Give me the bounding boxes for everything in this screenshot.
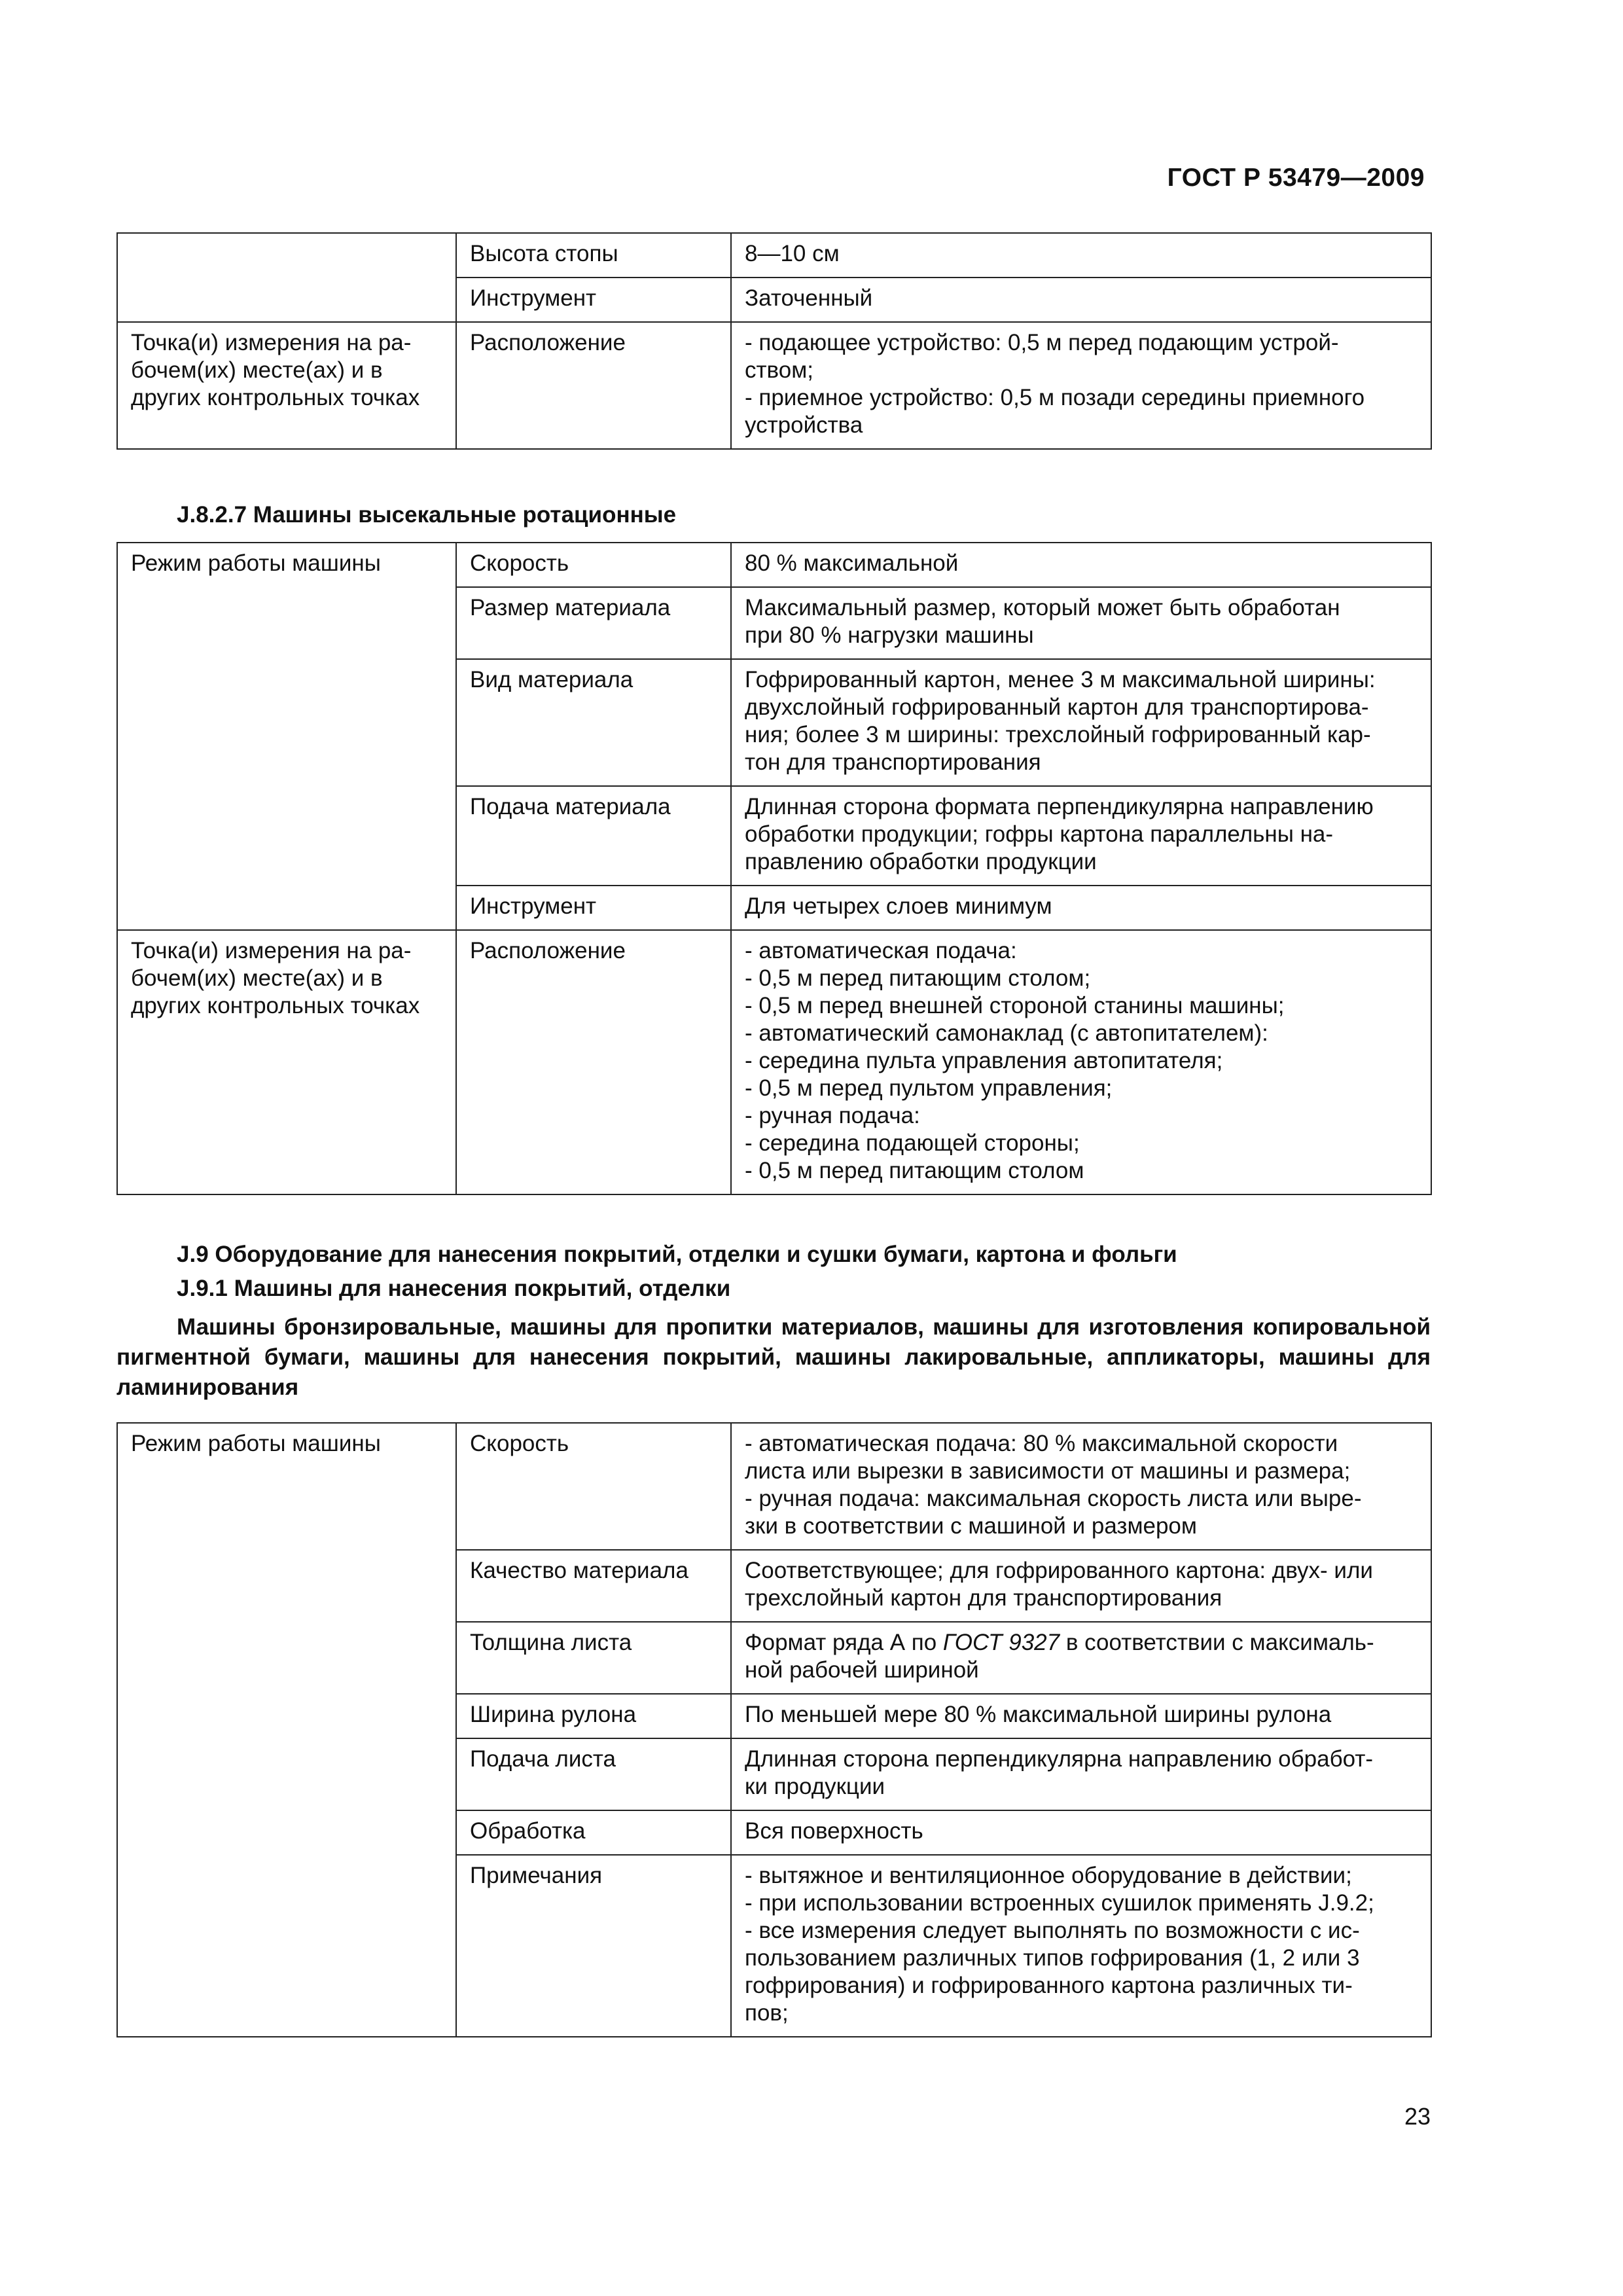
- table-cell-parameter: Расположение: [456, 322, 731, 449]
- table-cell-parameter: Высота стопы: [456, 233, 731, 278]
- table-cell-value: Максимальный размер, который может быть обработан при 80 % нагрузки машины: [731, 587, 1431, 659]
- table-cell-value: По меньшей мере 80 % максимальной ширины рулона: [731, 1694, 1431, 1738]
- table-row: [117, 322, 1431, 449]
- document-header: ГОСТ Р 53479—2009: [1167, 164, 1425, 192]
- section-heading-j91: J.9.1 Машины для нанесения покрытий, отделки: [177, 1276, 731, 1301]
- table-cell-parameter: Обработка: [456, 1810, 731, 1855]
- section-heading-j9: J.9 Оборудование для нанесения покрытий, отделки и сушки бумаги, картона и фольги: [177, 1242, 1177, 1267]
- table-row: [117, 930, 1431, 1194]
- table-cell-parameter: Инструмент: [456, 886, 731, 930]
- table-cell-value: - вытяжное и вентиляционное оборудование в действии; - при использовании встроенных сушилок применять J.9.2; - все измерения следует выполнять по возможности с ис- пользованием различных типов гофрирования (1, 2 или 3 гофрирования) и гофрированного картона различных ти- пов;: [731, 1855, 1431, 2037]
- parameters-table-continued: [116, 232, 1432, 450]
- table-cell-parameter: Примечания: [456, 1855, 731, 2037]
- rotary-die-cutting-table: [116, 542, 1432, 1195]
- table-cell-value: [731, 1622, 1431, 1694]
- table-row: [117, 233, 1431, 278]
- table-cell-value: 80 % максимальной: [731, 543, 1431, 587]
- table-cell-parameter: Вид материала: [456, 659, 731, 786]
- table-cell-empty: [117, 233, 456, 322]
- table-cell-value: Длинная сторона формата перпендикулярна направлению обработки продукции; гофры картона параллельны на- правлению обработки продукции: [731, 786, 1431, 886]
- table-cell-parameter: Скорость: [456, 543, 731, 587]
- table-cell-parameter: Толщина листа: [456, 1622, 731, 1694]
- table-cell-value: - автоматическая подача: 80 % максимальной скорости листа или вырезки в зависимости от машины и размера; - ручная подача: максимальная скорость листа или выре- зки в соответствии с машиной и размером: [731, 1423, 1431, 1550]
- table-cell-parameter: Скорость: [456, 1423, 731, 1550]
- section-heading-j827: J.8.2.7 Машины высекальные ротационные: [177, 502, 677, 528]
- table-cell-value: Гофрированный картон, менее 3 м максимальной ширины: двухслойный гофрированный картон для транспортирова- ния; более 3 м ширины: трехслойный гофрированный кар- тон для транспортирования: [731, 659, 1431, 786]
- value-text-prefix: Формат ряда А по: [745, 1630, 943, 1655]
- table-cell-value: Для четырех слоев минимум: [731, 886, 1431, 930]
- table-row: [117, 1423, 1431, 1550]
- table-cell-parameter: Ширина рулона: [456, 1694, 731, 1738]
- table-cell-category: Режим работы машины: [117, 1423, 456, 2037]
- table-cell-category: Режим работы машины: [117, 543, 456, 930]
- coating-machines-table: [116, 1422, 1432, 2037]
- page-number: 23: [1404, 2103, 1431, 2130]
- table-row: [117, 543, 1431, 587]
- table-cell-parameter: Расположение: [456, 930, 731, 1194]
- table-cell-category: Точка(и) измерения на ра- бочем(их) месте(ах) и в других контрольных точках: [117, 322, 456, 449]
- table-cell-parameter: Качество материала: [456, 1550, 731, 1622]
- table-cell-parameter: Инструмент: [456, 278, 731, 322]
- table-cell-value: Соответствующее; для гофрированного картона: двух- или трехслойный картон для транспортирования: [731, 1550, 1431, 1622]
- standard-reference: ГОСТ 9327: [942, 1630, 1060, 1655]
- value-text-suffix: в соответствии с максималь- ной рабочей шириной: [745, 1630, 1374, 1683]
- table-cell-value: - автоматическая подача: - 0,5 м перед питающим столом; - 0,5 м перед внешней стороной станины машины; - автоматический самонаклад (с автопитателем): - середина пульта управления автопитателя; - 0,5 м перед пультом управления; - ручная подача: - середина подающей стороны; - 0,5 м перед питающим столом: [731, 930, 1431, 1194]
- table-cell-value: - подающее устройство: 0,5 м перед подающим устрой- ством; - приемное устройство: 0,5 м позади середины приемного устройства: [731, 322, 1431, 449]
- machine-types-paragraph: Машины бронзировальные, машины для пропитки материалов, машины для изготовления копировальной пигментной бумаги, машины для нанесения покрытий, машины лакировальные, аппликаторы, машины для ламинирования: [116, 1314, 1431, 1400]
- table-cell-parameter: Размер материала: [456, 587, 731, 659]
- table-cell-category: Точка(и) измерения на ра- бочем(их) месте(ах) и в других контрольных точках: [117, 930, 456, 1194]
- table-cell-value: Длинная сторона перпендикулярна направлению обработ- ки продукции: [731, 1738, 1431, 1810]
- table-cell-parameter: Подача материала: [456, 786, 731, 886]
- table-cell-value: Заточенный: [731, 278, 1431, 322]
- table-cell-parameter: Подача листа: [456, 1738, 731, 1810]
- table-cell-value: 8—10 см: [731, 233, 1431, 278]
- table-cell-value: Вся поверхность: [731, 1810, 1431, 1855]
